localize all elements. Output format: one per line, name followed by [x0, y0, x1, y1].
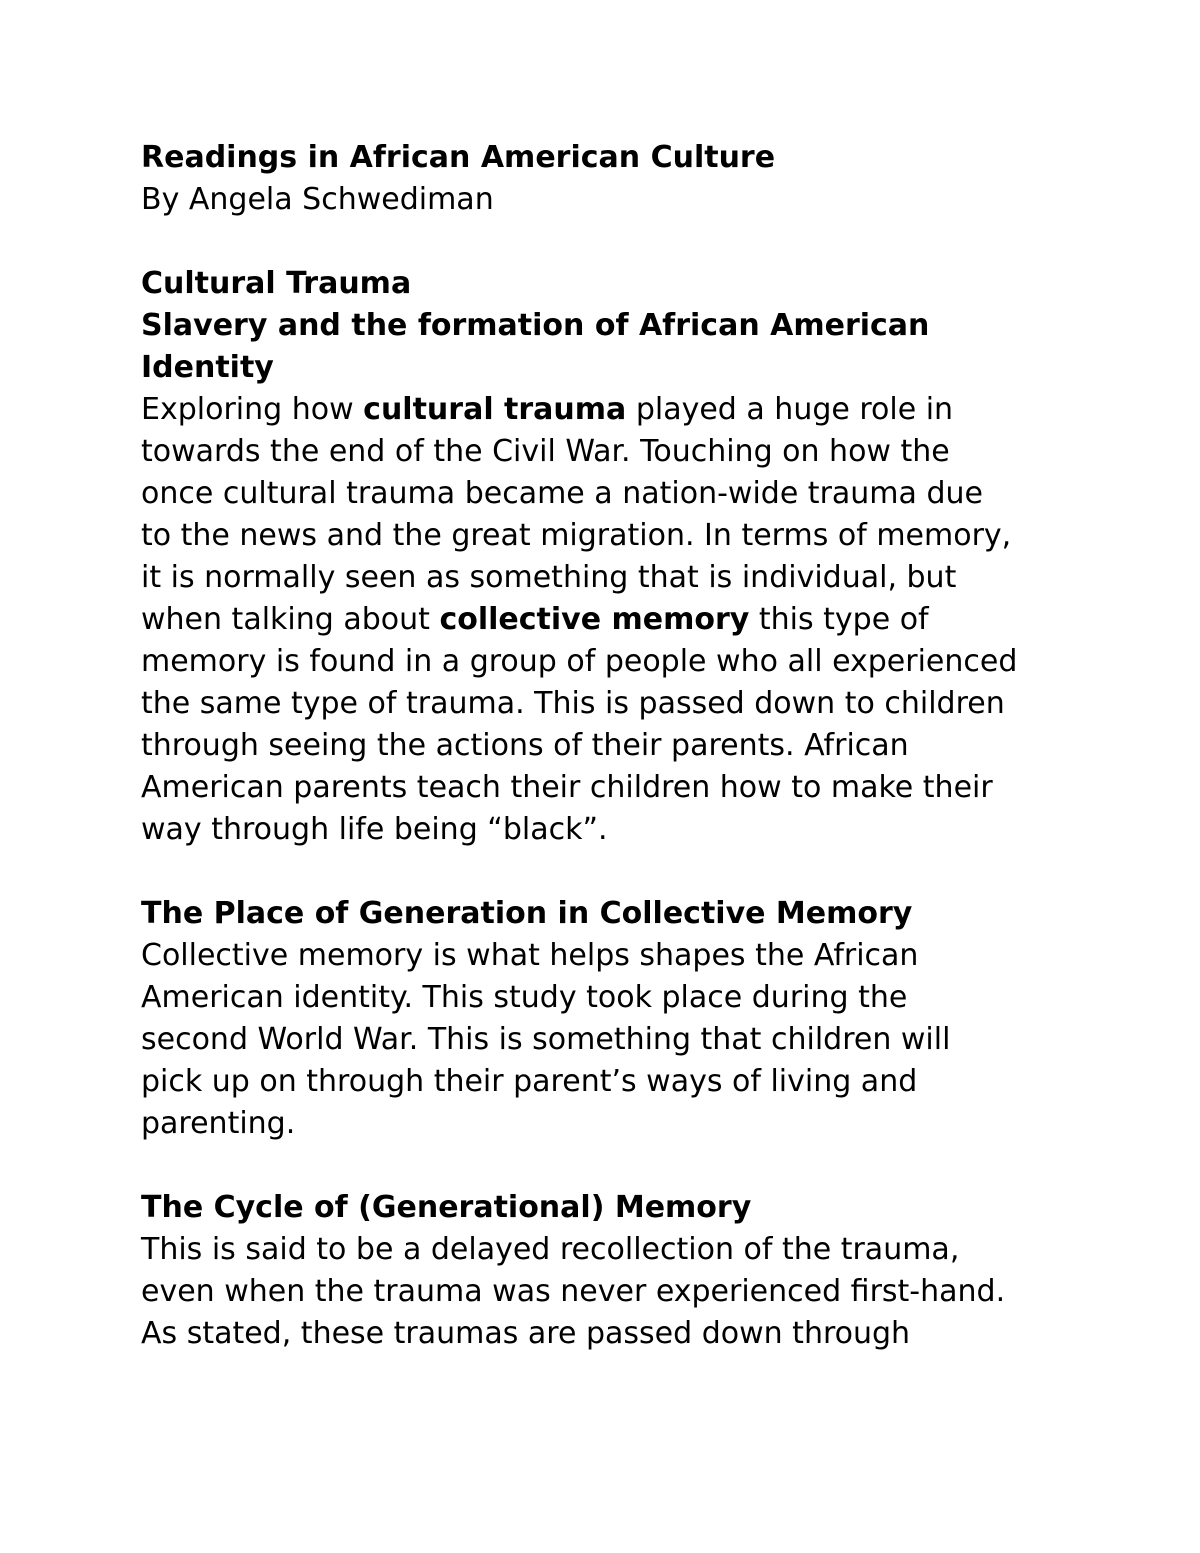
document-body: [141, 137, 1071, 1355]
text-run: Exploring how: [141, 392, 364, 427]
text-line: As stated, these traumas are passed down through: [141, 1316, 911, 1351]
section-subheading-line2: Identity: [141, 350, 274, 385]
section-heading-cycle: The Cycle of (Generational) Memory: [141, 1190, 752, 1225]
text-line: American identity. This study took place during the: [141, 980, 908, 1015]
section-subheading-line1: Slavery and the formation of African American: [141, 308, 930, 343]
text-line: way through life being “black”.: [141, 812, 608, 847]
text-line: through seeing the actions of their parents. African: [141, 728, 909, 763]
text-run: played a huge role in: [626, 392, 954, 427]
text-line: [141, 389, 1071, 431]
text-line: to the news and the great migration. In terms of memory,: [141, 518, 1012, 553]
text-line: [141, 599, 1071, 641]
text-line: second World War. This is something that children will: [141, 1022, 951, 1057]
text-run: this type of: [749, 602, 929, 637]
text-line: memory is found in a group of people who all experienced: [141, 644, 1018, 679]
term-cultural-trauma: cultural trauma: [363, 392, 627, 427]
paragraph-generation: [141, 935, 1071, 1145]
spacer: [141, 221, 1071, 263]
text-line: American parents teach their children how to make their: [141, 770, 993, 805]
text-line: towards the end of the Civil War. Touching on how the: [141, 434, 950, 469]
document-title: Readings in African American Culture: [141, 140, 776, 175]
section-heading-cultural-trauma: Cultural Trauma: [141, 266, 412, 301]
text-line: This is said to be a delayed recollection of the trauma,: [141, 1232, 960, 1267]
text-line: once cultural trauma became a nation-wide trauma due: [141, 476, 983, 511]
paragraph-cultural-trauma: [141, 389, 1071, 851]
section-heading-generation: The Place of Generation in Collective Memory: [141, 896, 913, 931]
text-line: pick up on through their parent’s ways of living and: [141, 1064, 918, 1099]
paragraph-cycle: [141, 1229, 1071, 1355]
document-author: By Angela Schwediman: [141, 182, 494, 217]
text-line: even when the trauma was never experienced first-hand.: [141, 1274, 1006, 1309]
text-run: when talking about: [141, 602, 440, 637]
spacer: [141, 851, 1071, 893]
spacer: [141, 1145, 1071, 1187]
text-line: parenting.: [141, 1106, 296, 1141]
term-collective-memory: collective memory: [439, 602, 750, 637]
text-line: Collective memory is what helps shapes the African: [141, 938, 919, 973]
text-line: the same type of trauma. This is passed down to children: [141, 686, 1005, 721]
text-line: it is normally seen as something that is individual, but: [141, 560, 957, 595]
